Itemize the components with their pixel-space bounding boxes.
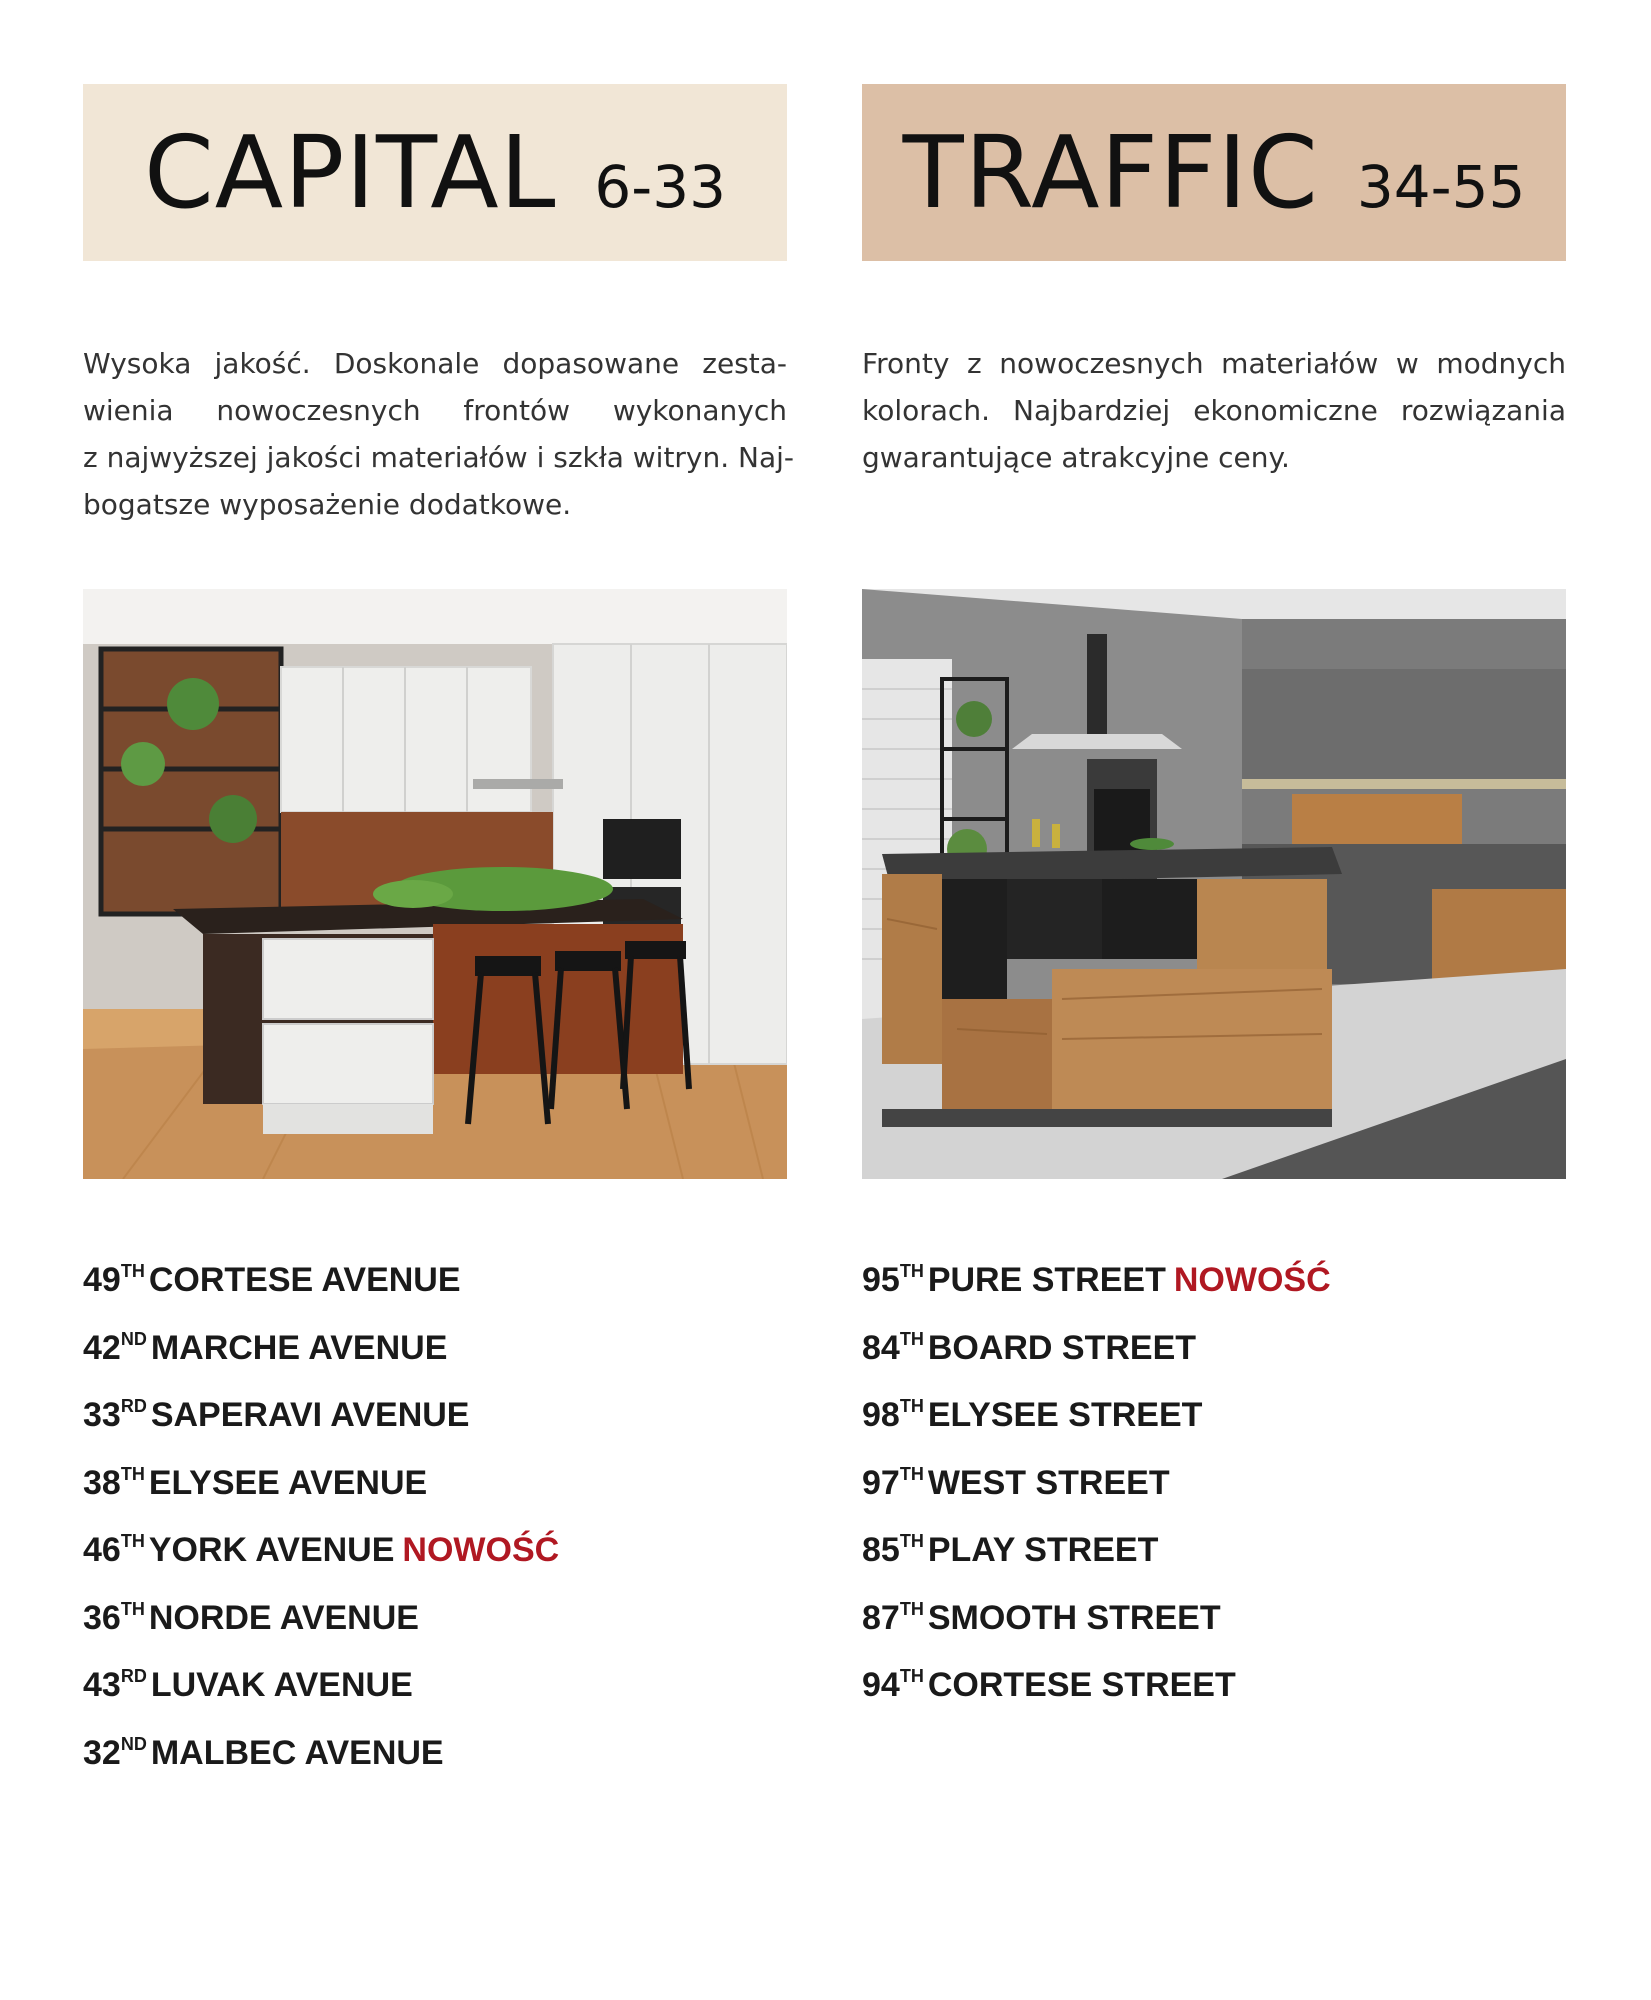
- capital-kitchen-photo: [83, 589, 787, 1179]
- model-item: [83, 1733, 787, 1801]
- model-item: [83, 1395, 787, 1463]
- model-name: PURE STREET: [927, 1261, 1166, 1299]
- traffic-description-line: Fronty z nowoczesnych materiałów w modnych: [862, 347, 1566, 380]
- model-name: BOARD STREET: [927, 1328, 1197, 1367]
- capital-description: [83, 340, 795, 528]
- capital-title: CAPITAL: [143, 113, 557, 231]
- model-name: MARCHE AVENUE: [150, 1328, 448, 1367]
- model-item: [862, 1530, 1566, 1598]
- model-item: [862, 1395, 1566, 1463]
- model-number-suffix: TH: [899, 1598, 924, 1619]
- model-name: CORTESE STREET: [927, 1666, 1236, 1704]
- traffic-description-line: kolorach. Najbardziej ekonomiczne rozwiązania: [862, 394, 1566, 427]
- model-number: 85: [862, 1531, 900, 1569]
- capital-description-line: z najwyższej jakości materiałów i szkła witryn. Naj-: [83, 441, 795, 474]
- model-name: SMOOTH STREET: [927, 1598, 1221, 1637]
- capital-description-line: Wysoka jakość. Doskonale dopasowane zesta-: [83, 347, 787, 380]
- new-badge: NOWOŚĆ: [402, 1531, 560, 1569]
- model-number: 94: [862, 1666, 900, 1704]
- model-name: LUVAK AVENUE: [150, 1666, 413, 1704]
- model-number-suffix: TH: [899, 1531, 924, 1551]
- model-name: PLAY STREET: [927, 1531, 1159, 1569]
- capital-page-range: 6-33: [594, 152, 727, 221]
- model-number-suffix: TH: [899, 1463, 924, 1484]
- model-name: NORDE AVENUE: [148, 1598, 419, 1637]
- model-number-suffix: TH: [120, 1598, 145, 1619]
- model-name: MALBEC AVENUE: [150, 1733, 444, 1772]
- model-number-suffix: ND: [120, 1328, 147, 1349]
- model-name: CORTESE AVENUE: [148, 1261, 461, 1299]
- model-item: [83, 1530, 787, 1598]
- model-item: [862, 1665, 1566, 1733]
- model-name: ELYSEE AVENUE: [148, 1463, 428, 1502]
- traffic-page-range: 34-55: [1356, 152, 1526, 221]
- model-number: 87: [862, 1598, 900, 1637]
- model-number-suffix: TH: [899, 1328, 924, 1349]
- model-number-suffix: TH: [899, 1261, 924, 1281]
- model-item: [83, 1665, 787, 1733]
- model-number: 42: [83, 1328, 121, 1367]
- capital-description-line: bogatsze wyposażenie dodatkowe.: [83, 488, 572, 521]
- model-item: [83, 1598, 787, 1666]
- model-number: 43: [83, 1666, 121, 1704]
- model-item: [862, 1260, 1566, 1328]
- model-name: ELYSEE STREET: [927, 1396, 1203, 1434]
- new-badge: NOWOŚĆ: [1173, 1261, 1331, 1299]
- model-number-suffix: TH: [120, 1261, 145, 1281]
- model-number-suffix: RD: [120, 1666, 147, 1686]
- model-number: 38: [83, 1463, 121, 1502]
- traffic-kitchen-photo: [862, 589, 1566, 1179]
- model-item: [83, 1463, 787, 1531]
- model-name: YORK AVENUE: [148, 1531, 395, 1569]
- traffic-description: [862, 340, 1566, 481]
- model-number-suffix: ND: [120, 1733, 147, 1754]
- capital-header: [83, 84, 787, 261]
- model-item: [862, 1463, 1566, 1531]
- model-number: 46: [83, 1531, 121, 1569]
- model-number: 98: [862, 1396, 900, 1434]
- model-number-suffix: RD: [120, 1396, 147, 1416]
- model-item: [83, 1328, 787, 1396]
- model-number-suffix: TH: [899, 1666, 924, 1686]
- model-number: 36: [83, 1598, 121, 1637]
- traffic-description-line: gwarantujące atrakcyjne ceny.: [862, 441, 1290, 474]
- model-name: SAPERAVI AVENUE: [150, 1396, 470, 1434]
- traffic-header: [862, 84, 1566, 261]
- traffic-title: TRAFFIC: [902, 113, 1319, 231]
- model-name: WEST STREET: [927, 1463, 1170, 1502]
- capital-model-list: [83, 1260, 787, 1800]
- model-number: 97: [862, 1463, 900, 1502]
- model-number-suffix: TH: [120, 1463, 145, 1484]
- model-item: [862, 1328, 1566, 1396]
- model-item: [83, 1260, 787, 1328]
- model-number-suffix: TH: [899, 1396, 924, 1416]
- model-number: 32: [83, 1733, 121, 1772]
- traffic-model-list: [862, 1260, 1566, 1733]
- capital-description-line: wienia nowoczesnych frontów wykonanych: [83, 394, 787, 427]
- model-number: 95: [862, 1261, 900, 1299]
- model-number: 49: [83, 1261, 121, 1299]
- model-number: 33: [83, 1396, 121, 1434]
- model-item: [862, 1598, 1566, 1666]
- model-number-suffix: TH: [120, 1531, 145, 1551]
- model-number: 84: [862, 1328, 900, 1367]
